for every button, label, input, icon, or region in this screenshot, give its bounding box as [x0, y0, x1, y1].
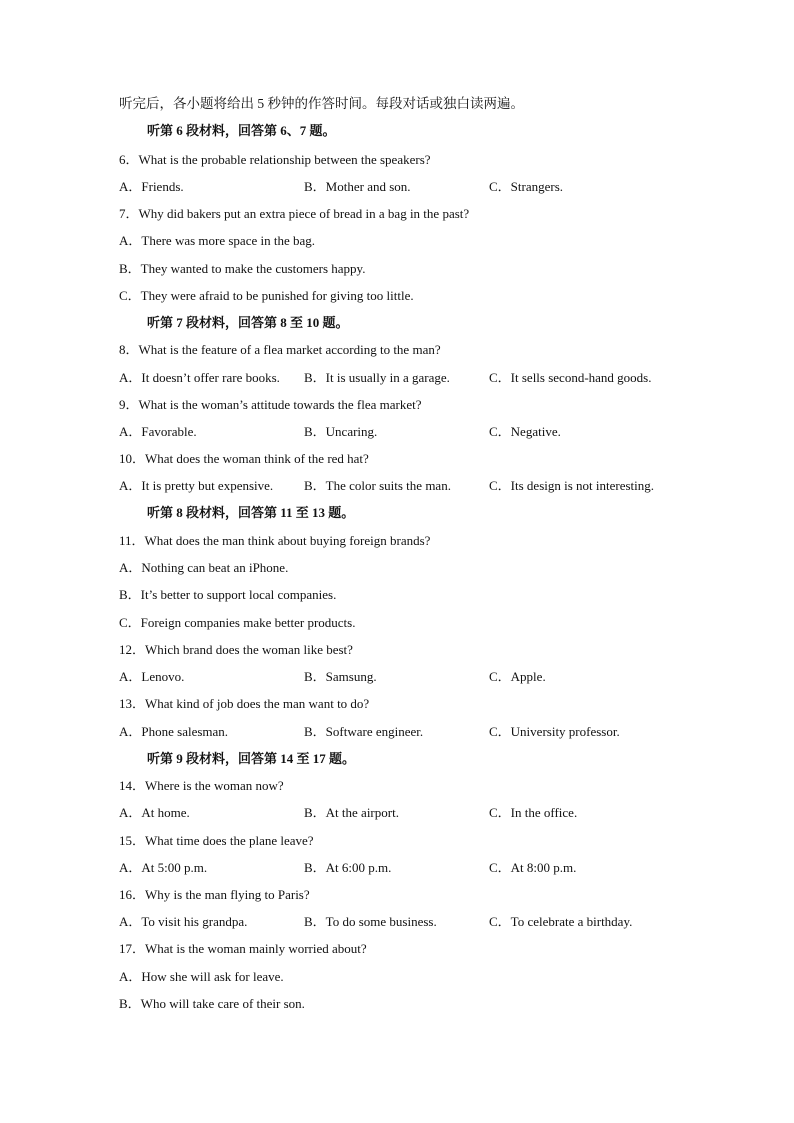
option-a: A．Nothing can beat an iPhone. [119, 560, 289, 575]
option-a: A．Lenovo. [119, 669, 185, 684]
section-heading-8: 听第 8 段材料，回答第 11 至 13 题。 [147, 505, 355, 520]
option-c: C．Foreign companies make better products. [119, 615, 356, 630]
question-stem: 11．What does the man think about buying foreign brands? [119, 533, 431, 548]
option-b: B．At 6:00 p.m. [304, 860, 392, 875]
option-a: A．Friends. [119, 179, 184, 194]
question-stem: 6．What is the probable relationship between the speakers? [119, 152, 431, 167]
option-c: C．Negative. [489, 424, 561, 439]
option-b: B．To do some business. [304, 914, 437, 929]
option-b: B．Software engineer. [304, 724, 424, 739]
option-c: C．Its design is not interesting. [489, 478, 655, 493]
question-stem: 9．What is the woman’s attitude towards the flea market? [119, 397, 422, 412]
option-a: A．How she will ask for leave. [119, 969, 284, 984]
option-b: B．Who will take care of their son. [119, 996, 305, 1011]
option-b: B．It’s better to support local companies. [119, 587, 337, 602]
question-stem: 17．What is the woman mainly worried about? [119, 941, 367, 956]
option-a: A．At 5:00 p.m. [119, 860, 208, 875]
question-stem: 8．What is the feature of a flea market according to the man? [119, 342, 441, 357]
option-c: C．Strangers. [489, 179, 564, 194]
option-a: A．There was more space in the bag. [119, 233, 316, 248]
option-c: C．It sells second-hand goods. [489, 370, 652, 385]
instructions-text: 听完后，各小题将给出 5 秒钟的作答时间。每段对话或独白读两遍。 [119, 96, 524, 111]
option-b: B．It is usually in a garage. [304, 370, 450, 385]
question-stem: 7．Why did bakers put an extra piece of bread in a bag in the past? [119, 206, 470, 221]
option-a: A．Favorable. [119, 424, 197, 439]
option-a: A．Phone salesman. [119, 724, 229, 739]
section-heading-6: 听第 6 段材料，回答第 6、7 题。 [147, 123, 336, 138]
question-stem: 14．Where is the woman now? [119, 778, 284, 793]
option-c: C．Apple. [489, 669, 546, 684]
option-b: B．Mother and son. [304, 179, 411, 194]
option-c: C．University professor. [489, 724, 620, 739]
option-b: B．They wanted to make the customers happy. [119, 261, 366, 276]
section-heading-7: 听第 7 段材料，回答第 8 至 10 题。 [147, 315, 349, 330]
question-stem: 15．What time does the plane leave? [119, 833, 314, 848]
option-a: A．At home. [119, 805, 190, 820]
question-stem: 10．What does the woman think of the red hat? [119, 451, 369, 466]
question-stem: 12．Which brand does the woman like best? [119, 642, 353, 657]
option-a: A．To visit his grandpa. [119, 914, 248, 929]
option-a: A．It doesn’t offer rare books. [119, 370, 280, 385]
question-stem: 16．Why is the man flying to Paris? [119, 887, 310, 902]
option-b: B．The color suits the man. [304, 478, 451, 493]
question-stem: 13．What kind of job does the man want to do? [119, 696, 370, 711]
option-c: C．At 8:00 p.m. [489, 860, 577, 875]
option-b: B．Uncaring. [304, 424, 378, 439]
option-b: B．Samsung. [304, 669, 377, 684]
option-a: A．It is pretty but expensive. [119, 478, 274, 493]
section-heading-9: 听第 9 段材料，回答第 14 至 17 题。 [147, 751, 356, 766]
option-b: B．At the airport. [304, 805, 399, 820]
option-c: C．They were afraid to be punished for giving too little. [119, 288, 414, 303]
option-c: C．In the office. [489, 805, 578, 820]
option-c: C．To celebrate a birthday. [489, 914, 633, 929]
